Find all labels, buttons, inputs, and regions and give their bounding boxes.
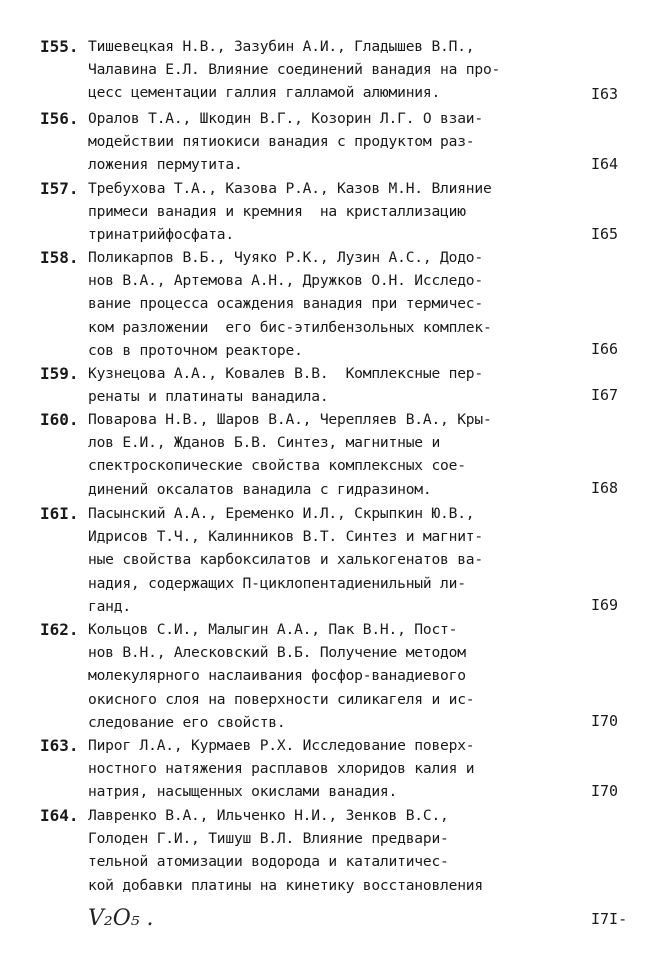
entry-text [88,362,483,408]
page-number: I69 [591,596,619,614]
entry-line: Голоден Г.И., Тишуш В.Л. Влияние предвари- [88,830,449,848]
page-number: I64 [591,155,619,173]
entry-text [88,246,492,362]
page-number: I70 [591,782,619,800]
entry-line: спектроскопические свойства комплексных сое- [88,457,466,475]
entry-line: надия, содержащих П-циклопентадиенильный ли- [88,574,466,592]
entry-line: модействии пятиокиси ванадия с продуктом раз- [88,133,475,151]
entry-line: тринатрийфосфата. [88,226,234,244]
entry-number: I55. [40,37,79,56]
handwritten-note: V₂O₅ . [88,906,154,931]
entry-line: Кольцов С.И., Малыгин А.А., Пак В.Н., Пост- [88,621,458,638]
entry-number: I57. [40,179,79,198]
entry-number: I56. [40,109,79,128]
page-number: I65 [591,225,619,243]
entry-number: I6I. [40,504,79,523]
entry-line: Тишевецкая Н.В., Зазубин А.И., Гладышев В.П., [88,38,475,55]
entry-number: I60. [40,410,79,429]
entry-line: цесс цементации галлия галламой алюминия. [88,84,441,102]
entry-number: I64. [40,806,79,825]
entry-text [88,35,500,105]
entry-line: Идрисов Т.Ч., Калинников В.Т. Синтез и магнит- [88,528,483,546]
entry-line: Поликарпов В.Б., Чуяко Р.К., Лузин А.С., Додо- [88,249,483,266]
entry-line: нов В.Н., Алесковский В.Б. Получение методом [88,644,466,662]
entry-line: Требухова Т.А., Казова Р.А., Казов М.Н. Влияние [88,180,492,197]
entry-number: I59. [40,364,79,383]
entry-line: молекулярного наслаивания фосфор-ванадиевого [88,667,466,685]
entry-line: сов в проточном реакторе. [88,341,303,359]
page-number: I63 [591,85,619,103]
entry-text [88,502,483,618]
entry-line: окисного слоя на поверхности силикагеля и ис- [88,690,475,708]
entry-line: нов В.А., Артемова А.Н., Дружков О.Н. Исследо- [88,272,483,290]
entry-line: Кузнецова А.А., Ковалев В.В. Комплексные пер- [88,365,483,382]
entry-line: ложения пермутита. [88,156,243,174]
entry-text [88,177,492,247]
entry-line: тельной атомизации водорода и каталитичес- [88,853,449,871]
page-number: I68 [591,479,619,497]
entry-line: Оралов Т.А., Шкодин В.Г., Козорин Л.Г. О взаи- [88,110,483,127]
page-number: I67 [591,386,619,404]
entry-line: Пасынский А.А., Еременко И.Л., Скрыпкин Ю.В., [88,505,475,522]
entry-line: динений оксалатов ванадила с гидразином. [88,480,432,498]
entry-number: I63. [40,736,79,755]
entry-text [88,408,492,501]
entry-line: Пирог Л.А., Курмаев Р.Х. Исследование поверх- [88,737,475,754]
entry-text [88,734,474,804]
entry-line: примеси ванадия и кремния на кристаллизацию [88,203,466,221]
entry-line: следование его свойств. [88,713,286,731]
entry-text [88,107,483,177]
entry-line: лов Е.И., Жданов Б.В. Синтез, магнитные и [88,434,441,452]
entry-line: ренаты и платинаты ванадила. [88,388,329,406]
page-number: I7I- [591,910,628,928]
entry-line: натрия, насыщенных окислами ванадия. [88,783,398,801]
entry-line: ные свойства карбоксилатов и халькогенатов ва- [88,551,483,569]
entry-line: ком разложении его бис-этилбензольных комплек- [88,318,492,336]
entry-text [88,804,483,897]
entry-line: Чалавина Е.Л. Влияние соединений ванадия на про- [88,61,501,79]
entry-line: Поварова Н.В., Шаров В.А., Черепляев В.А., Кры- [88,411,492,428]
entry-number: I62. [40,620,79,639]
entry-line: ганд. [88,597,131,615]
entry-text [88,618,474,734]
entry-line: вание процесса осаждения ванадия при термичес- [88,295,483,313]
entry-line: ностного натяжения расплавов хлоридов калия и [88,760,475,778]
page-number: I66 [591,340,619,358]
entry-number: I58. [40,248,79,267]
page-number: I70 [591,712,619,730]
entry-line: кой добавки платины на кинетику восстановления [88,876,483,894]
entry-line: Лавренко В.А., Ильченко Н.И., Зенков В.С., [88,807,449,824]
